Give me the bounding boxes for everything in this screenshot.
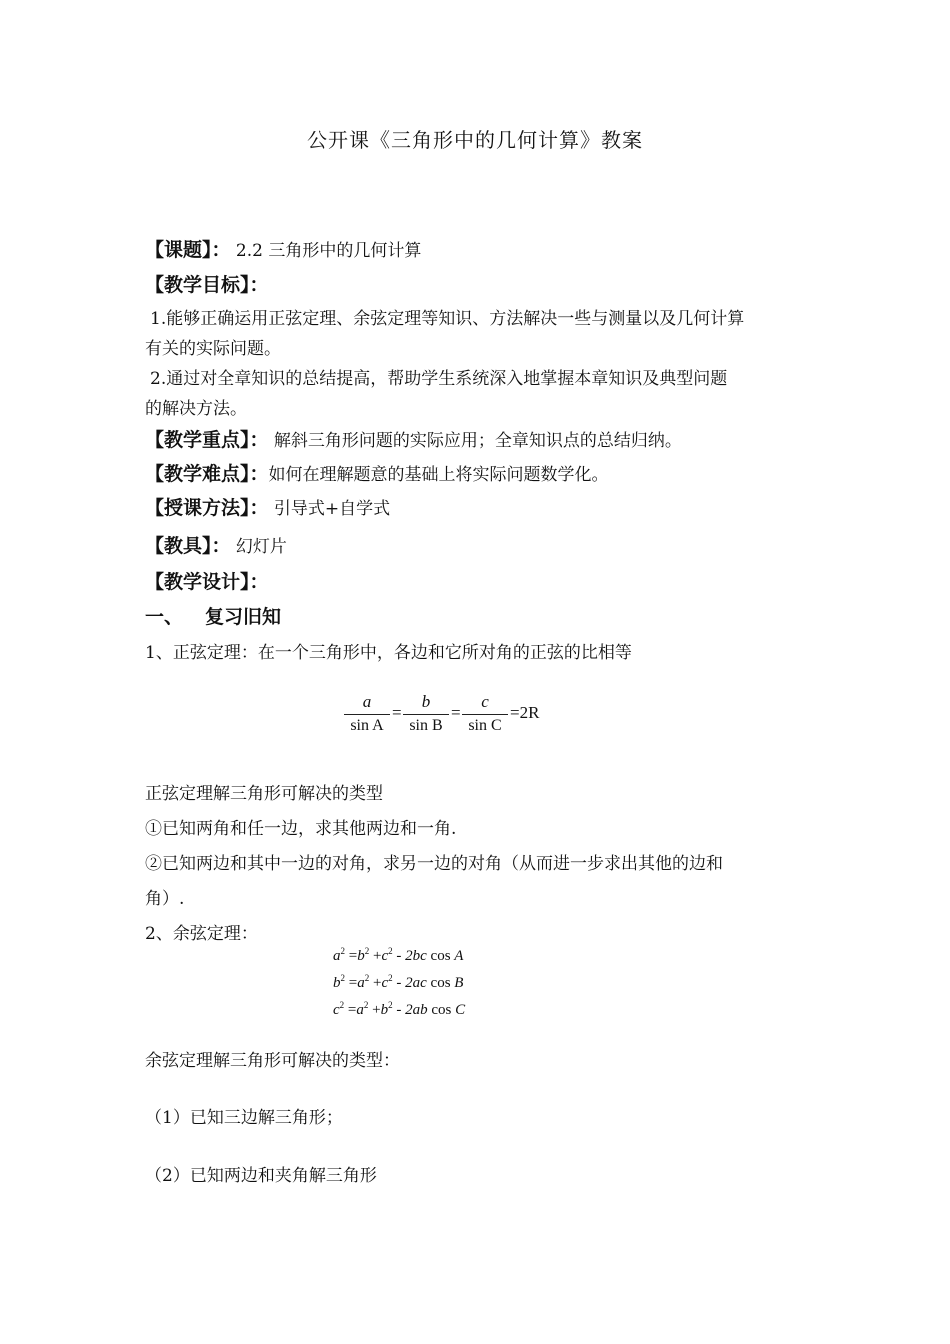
difficulties-sep: ： <box>249 463 269 485</box>
key-points-line <box>145 425 682 452</box>
rhs-1: b <box>357 948 365 964</box>
difficulties-label: 【教学难点】 <box>145 463 250 485</box>
topic-label: 【课题】 <box>145 239 212 261</box>
tools-line <box>145 531 287 558</box>
section-1-heading <box>145 602 281 629</box>
key-points-sep: ： <box>249 429 269 451</box>
cosine-law-type-2: （2）已知两边和夹角解三角形 <box>145 1166 377 1186</box>
numerator-c: c <box>481 692 489 711</box>
numerator-a: a <box>362 692 372 711</box>
lhs: c <box>333 1002 340 1018</box>
product-term: 2ab <box>405 1002 428 1018</box>
denominator-sin-c: sin C <box>468 717 502 734</box>
section-1-number: 一、 <box>145 606 184 628</box>
design-line <box>145 567 269 594</box>
topic-value: 2.2 三角形中的几何计算 <box>230 241 422 261</box>
equals-sign: = <box>392 703 402 722</box>
tools-label: 【教具】 <box>145 535 212 557</box>
fraction-a-over-sin-a <box>344 692 390 735</box>
angle: A <box>454 948 464 964</box>
rhs-1: a <box>357 975 365 991</box>
angle: B <box>454 975 464 991</box>
numerator-b: b <box>421 692 431 711</box>
cosine-law-heading: 2、余弦定理： <box>145 924 258 944</box>
difficulties-line <box>145 459 609 486</box>
cosine-formula-a: $a^2 =b^2 +c^2 - 2bc$ cos A <box>333 946 464 964</box>
lhs: b <box>333 975 341 991</box>
goals-label: 【教学目标】 <box>145 274 250 296</box>
denominator-sin-b: sin B <box>409 717 443 734</box>
design-sep: ： <box>249 571 269 593</box>
goal-1-line-1: 1.能够正确运用正弦定理、余弦定理等知识、方法解决一些与测量以及几何计算 <box>150 309 745 329</box>
method-line <box>145 493 390 520</box>
product-term: 2bc <box>405 948 427 964</box>
goal-2-line-1: 2.通过对全章知识的总结提高，帮助学生系统深入地掌握本章知识及典型问题 <box>150 369 728 389</box>
equals-sign: = <box>451 703 461 722</box>
rhs-2: c <box>381 948 389 964</box>
fraction-bar <box>462 714 508 715</box>
method-value: 引导式+自学式 <box>268 499 391 519</box>
rhs-2: c <box>381 975 389 991</box>
section-1-title: 复习旧知 <box>205 606 282 628</box>
goals-heading <box>145 270 269 297</box>
design-label: 【教学设计】 <box>145 571 250 593</box>
tools-sep: ： <box>211 535 231 557</box>
rhs-1: a <box>356 1002 364 1018</box>
fraction-bar <box>403 714 449 715</box>
tools-value: 幻灯片 <box>230 537 287 557</box>
sine-law-type-2: ②已知两边和其中一边的对角，求另一边的对角（从而进一步求出其他的边和 <box>145 854 723 874</box>
page-title: 公开课《三角形中的几何计算》教案 <box>307 128 643 152</box>
topic-sep: ： <box>211 239 231 261</box>
goal-2-line-2: 的解决方法。 <box>145 399 247 419</box>
lhs: a <box>333 948 341 964</box>
fraction-c-over-sin-c <box>462 692 508 735</box>
equals-2r: =2R <box>510 703 540 722</box>
difficulties-value: 如何在理解题意的基础上将实际问题数学化。 <box>268 465 609 485</box>
sine-law-type-1: ①已知两角和任一边，求其他两边和一角. <box>145 819 457 839</box>
method-sep: ： <box>249 497 269 519</box>
angle: C <box>455 1002 466 1018</box>
cosine-law-type-1: （1）已知三边解三角形； <box>145 1108 343 1128</box>
method-label: 【授课方法】 <box>145 497 250 519</box>
goal-1-line-2: 有关的实际问题。 <box>145 339 281 359</box>
cosine-formula-c: $c^2 =a^2 +b^2 - 2ab$ cos C <box>333 1000 466 1018</box>
sine-law-type-2-cont: 角）. <box>145 889 185 909</box>
fraction-bar <box>344 714 390 715</box>
cosine-formula-b: $b^2 =a^2 +c^2 - 2ac$ cos B <box>333 973 464 991</box>
key-points-label: 【教学重点】 <box>145 429 250 451</box>
key-points-value: 解斜三角形问题的实际应用；全章知识点的总结归纳。 <box>268 431 682 451</box>
goals-sep: ： <box>249 274 269 296</box>
cosine-law-types-heading: 余弦定理解三角形可解决的类型： <box>145 1051 400 1071</box>
product-term: 2ac <box>405 975 427 991</box>
rhs-2: b <box>380 1002 389 1018</box>
denominator-sin-a: sin A <box>350 717 384 734</box>
topic-line <box>145 235 421 262</box>
sine-law-heading: 1、正弦定理：在一个三角形中，各边和它所对角的正弦的比相等 <box>145 643 632 663</box>
sine-law-types-heading: 正弦定理解三角形可解决的类型 <box>145 784 383 804</box>
fraction-b-over-sin-b <box>403 692 449 735</box>
